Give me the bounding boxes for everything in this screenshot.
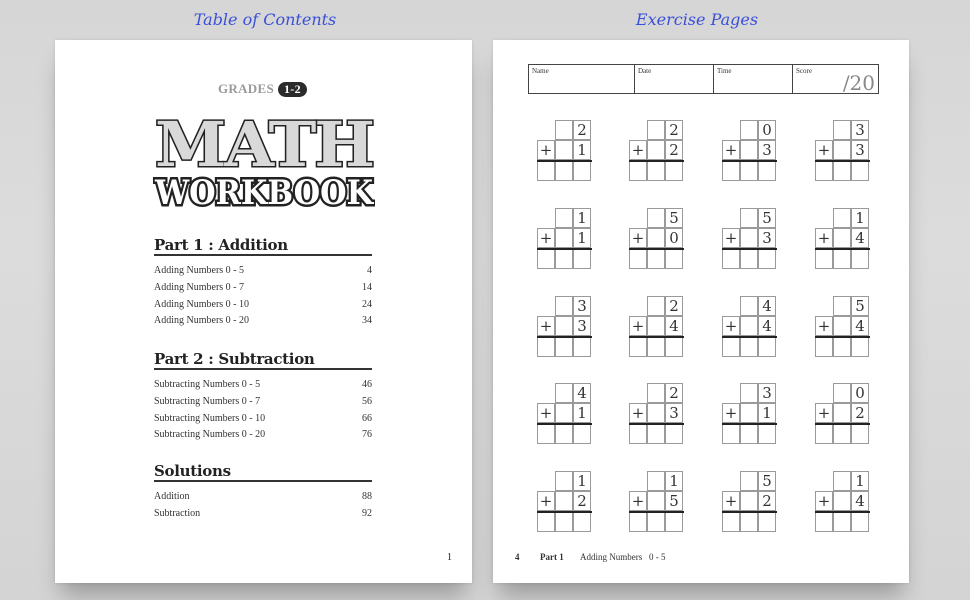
sum-line xyxy=(629,248,684,250)
plus-operator: + xyxy=(629,228,647,248)
bottom-digit: 2 xyxy=(665,140,683,160)
bottom-digit: 4 xyxy=(851,316,869,336)
addition-problem xyxy=(815,120,870,182)
exercise-page xyxy=(493,40,909,583)
empty-cell xyxy=(740,228,758,248)
answer-cell[interactable] xyxy=(647,337,665,357)
answer-cell[interactable] xyxy=(851,249,869,269)
empty-cell xyxy=(740,383,758,403)
plus-operator: + xyxy=(815,228,833,248)
answer-cell[interactable] xyxy=(815,424,833,444)
bottom-digit: 5 xyxy=(665,491,683,511)
answer-cell[interactable] xyxy=(740,512,758,532)
answer-cell[interactable] xyxy=(573,249,591,269)
sum-line xyxy=(537,248,592,250)
empty-cell xyxy=(833,208,851,228)
plus-operator: + xyxy=(537,228,555,248)
top-digit: 1 xyxy=(851,471,869,491)
footer-topic: Adding Numbers 0 - 5 xyxy=(580,552,666,562)
answer-cell[interactable] xyxy=(537,512,555,532)
addition-problem xyxy=(537,208,592,270)
top-digit: 5 xyxy=(665,208,683,228)
addition-problem xyxy=(629,120,684,182)
sum-line xyxy=(815,423,870,425)
answer-cell[interactable] xyxy=(740,337,758,357)
toc-section-addition xyxy=(154,236,372,330)
answer-cell[interactable] xyxy=(722,424,740,444)
addition-problem xyxy=(722,471,777,533)
answer-cell[interactable] xyxy=(629,161,647,181)
top-digit: 5 xyxy=(758,208,776,228)
plus-operator: + xyxy=(537,316,555,336)
answer-cell[interactable] xyxy=(665,161,683,181)
sum-line xyxy=(537,511,592,513)
plus-operator: + xyxy=(629,140,647,160)
answer-cell[interactable] xyxy=(537,161,555,181)
svg-text:WORKBOOK: WORKBOOK xyxy=(154,173,375,210)
addition-problem xyxy=(629,383,684,445)
top-digit: 2 xyxy=(573,120,591,140)
answer-cell[interactable] xyxy=(815,249,833,269)
caption-table-of-contents: Table of Contents xyxy=(193,10,337,29)
answer-cell[interactable] xyxy=(555,512,573,532)
top-digit: 2 xyxy=(665,383,683,403)
empty-cell xyxy=(647,208,665,228)
footer-page-number: 4 xyxy=(515,552,520,562)
empty-cell xyxy=(833,491,851,511)
bottom-digit: 1 xyxy=(573,228,591,248)
grades-text: GRADES xyxy=(218,81,274,96)
answer-cell[interactable] xyxy=(758,249,776,269)
answer-cell[interactable] xyxy=(815,161,833,181)
top-digit: 4 xyxy=(758,296,776,316)
top-digit: 5 xyxy=(758,471,776,491)
sum-line xyxy=(722,160,777,162)
sum-line xyxy=(815,511,870,513)
empty-cell xyxy=(740,316,758,336)
addition-problem xyxy=(722,120,777,182)
plus-operator: + xyxy=(722,403,740,423)
empty-cell xyxy=(555,491,573,511)
answer-cell[interactable] xyxy=(647,424,665,444)
svg-text:MATH: MATH xyxy=(155,108,373,181)
addition-problem xyxy=(537,471,592,533)
toc-entry[interactable]: Adding Numbers 0 - 5 4 xyxy=(154,265,372,276)
toc-heading: Part 1 : Addition xyxy=(154,236,372,256)
bottom-digit: 3 xyxy=(851,140,869,160)
answer-cell[interactable] xyxy=(665,424,683,444)
grades-label xyxy=(218,81,307,97)
top-digit: 0 xyxy=(758,120,776,140)
answer-cell[interactable] xyxy=(647,161,665,181)
answer-cell[interactable] xyxy=(722,249,740,269)
answer-cell[interactable] xyxy=(665,249,683,269)
plus-operator: + xyxy=(629,316,647,336)
sum-line xyxy=(629,423,684,425)
plus-operator: + xyxy=(722,491,740,511)
sum-line xyxy=(629,160,684,162)
answer-cell[interactable] xyxy=(555,424,573,444)
addition-problem xyxy=(629,208,684,270)
empty-cell xyxy=(647,140,665,160)
toc-entry[interactable]: Adding Numbers 0 - 20 34 xyxy=(154,315,372,327)
answer-cell[interactable] xyxy=(555,161,573,181)
empty-cell xyxy=(555,120,573,140)
top-digit: 3 xyxy=(573,296,591,316)
top-digit: 0 xyxy=(851,383,869,403)
sum-line xyxy=(815,248,870,250)
answer-cell[interactable] xyxy=(833,249,851,269)
plus-operator: + xyxy=(815,316,833,336)
answer-cell[interactable] xyxy=(629,512,647,532)
bottom-digit: 1 xyxy=(758,403,776,423)
name-field[interactable]: Name xyxy=(529,65,635,93)
plus-operator: + xyxy=(815,140,833,160)
answer-cell[interactable] xyxy=(815,337,833,357)
sum-line xyxy=(722,511,777,513)
empty-cell xyxy=(833,140,851,160)
addition-problem xyxy=(722,296,777,358)
toc-entry[interactable]: Subtracting Numbers 0 - 5 46 xyxy=(154,379,372,390)
answer-cell[interactable] xyxy=(555,337,573,357)
answer-cell[interactable] xyxy=(740,161,758,181)
table-of-contents-page xyxy=(55,40,472,583)
plus-operator: + xyxy=(722,316,740,336)
sum-line xyxy=(537,160,592,162)
toc-heading: Solutions xyxy=(154,462,372,482)
sum-line xyxy=(722,248,777,250)
top-digit: 4 xyxy=(573,383,591,403)
empty-cell xyxy=(647,491,665,511)
sum-line xyxy=(537,336,592,338)
toc-section-solutions xyxy=(154,462,372,523)
bottom-digit: 4 xyxy=(851,491,869,511)
bottom-digit: 4 xyxy=(665,316,683,336)
empty-cell xyxy=(833,403,851,423)
bottom-digit: 3 xyxy=(758,228,776,248)
answer-cell[interactable] xyxy=(758,512,776,532)
empty-cell xyxy=(740,296,758,316)
addition-problem xyxy=(537,383,592,445)
toc-entry[interactable]: Subtraction 92 xyxy=(154,507,372,519)
toc-heading: Part 2 : Subtraction xyxy=(154,350,372,370)
top-digit: 2 xyxy=(665,120,683,140)
bottom-digit: 3 xyxy=(573,316,591,336)
top-digit: 1 xyxy=(665,471,683,491)
empty-cell xyxy=(833,471,851,491)
empty-cell xyxy=(740,140,758,160)
bottom-digit: 4 xyxy=(851,228,869,248)
empty-cell xyxy=(740,491,758,511)
empty-cell xyxy=(555,316,573,336)
toc-entry[interactable]: Addition 88 xyxy=(154,491,372,502)
empty-cell xyxy=(833,120,851,140)
answer-cell[interactable] xyxy=(722,161,740,181)
answer-cell[interactable] xyxy=(537,337,555,357)
top-digit: 5 xyxy=(851,296,869,316)
answer-cell[interactable] xyxy=(537,249,555,269)
top-digit: 3 xyxy=(851,120,869,140)
sum-line xyxy=(815,160,870,162)
toc-entry[interactable]: Adding Numbers 0 - 10 24 xyxy=(154,298,372,310)
plus-operator: + xyxy=(629,491,647,511)
answer-cell[interactable] xyxy=(665,512,683,532)
answer-cell[interactable] xyxy=(647,512,665,532)
empty-cell xyxy=(647,471,665,491)
answer-cell[interactable] xyxy=(629,424,647,444)
empty-cell xyxy=(647,296,665,316)
answer-cell[interactable] xyxy=(573,161,591,181)
sum-line xyxy=(722,336,777,338)
answer-cell[interactable] xyxy=(758,424,776,444)
answer-cell[interactable] xyxy=(573,337,591,357)
addition-problem xyxy=(815,383,870,445)
toc-entry[interactable]: Adding Numbers 0 - 7 14 xyxy=(154,281,372,293)
answer-cell[interactable] xyxy=(722,337,740,357)
top-digit: 3 xyxy=(758,383,776,403)
math-workbook-logo xyxy=(153,106,375,210)
empty-cell xyxy=(647,228,665,248)
empty-cell xyxy=(833,228,851,248)
page-footer xyxy=(515,552,666,562)
answer-cell[interactable] xyxy=(722,512,740,532)
addition-problem xyxy=(537,120,592,182)
addition-problem xyxy=(815,296,870,358)
bottom-digit: 3 xyxy=(665,403,683,423)
bottom-digit: 0 xyxy=(665,228,683,248)
sum-line xyxy=(629,511,684,513)
empty-cell xyxy=(555,208,573,228)
footer-part: Part 1 xyxy=(540,552,564,562)
bottom-digit: 2 xyxy=(758,491,776,511)
empty-cell xyxy=(740,208,758,228)
empty-cell xyxy=(555,383,573,403)
bottom-digit: 1 xyxy=(573,403,591,423)
answer-cell[interactable] xyxy=(573,424,591,444)
plus-operator: + xyxy=(629,403,647,423)
empty-cell xyxy=(647,316,665,336)
answer-cell[interactable] xyxy=(851,337,869,357)
plus-operator: + xyxy=(722,140,740,160)
answer-cell[interactable] xyxy=(833,161,851,181)
answer-cell[interactable] xyxy=(851,424,869,444)
answer-cell[interactable] xyxy=(815,512,833,532)
answer-cell[interactable] xyxy=(629,337,647,357)
empty-cell xyxy=(740,403,758,423)
empty-cell xyxy=(740,120,758,140)
addition-problem xyxy=(537,296,592,358)
answer-cell[interactable] xyxy=(851,161,869,181)
empty-cell xyxy=(555,140,573,160)
toc-entry[interactable]: Subtracting Numbers 0 - 7 56 xyxy=(154,395,372,407)
answer-cell[interactable] xyxy=(740,424,758,444)
answer-cell[interactable] xyxy=(665,337,683,357)
page-number: 1 xyxy=(447,552,452,563)
sum-line xyxy=(722,423,777,425)
top-digit: 2 xyxy=(665,296,683,316)
date-field[interactable]: Date xyxy=(635,65,714,93)
answer-cell[interactable] xyxy=(851,512,869,532)
bottom-digit: 2 xyxy=(573,491,591,511)
answer-cell[interactable] xyxy=(758,337,776,357)
answer-cell[interactable] xyxy=(833,337,851,357)
bottom-digit: 3 xyxy=(758,140,776,160)
toc-entry[interactable]: Subtracting Numbers 0 - 10 66 xyxy=(154,412,372,424)
empty-cell xyxy=(647,120,665,140)
time-field[interactable]: Time xyxy=(714,65,793,93)
empty-cell xyxy=(740,471,758,491)
top-digit: 1 xyxy=(573,471,591,491)
answer-cell[interactable] xyxy=(537,424,555,444)
addition-problem xyxy=(629,296,684,358)
answer-cell[interactable] xyxy=(758,161,776,181)
plus-operator: + xyxy=(722,228,740,248)
addition-problem xyxy=(722,383,777,445)
grades-badge: 1-2 xyxy=(278,82,307,97)
toc-entry[interactable]: Subtracting Numbers 0 - 20 76 xyxy=(154,429,372,441)
plus-operator: + xyxy=(815,491,833,511)
bottom-digit: 4 xyxy=(758,316,776,336)
score-total: /20 xyxy=(842,71,875,95)
sum-line xyxy=(815,336,870,338)
student-info-header xyxy=(528,64,879,94)
addition-problem xyxy=(722,208,777,270)
empty-cell xyxy=(555,471,573,491)
empty-cell xyxy=(555,403,573,423)
empty-cell xyxy=(555,228,573,248)
addition-problem xyxy=(629,471,684,533)
bottom-digit: 1 xyxy=(573,140,591,160)
plus-operator: + xyxy=(537,403,555,423)
answer-cell[interactable] xyxy=(555,249,573,269)
answer-cell[interactable] xyxy=(629,249,647,269)
bottom-digit: 2 xyxy=(851,403,869,423)
answer-cell[interactable] xyxy=(647,249,665,269)
toc-section-subtraction xyxy=(154,350,372,444)
empty-cell xyxy=(833,316,851,336)
top-digit: 1 xyxy=(573,208,591,228)
empty-cell xyxy=(647,403,665,423)
empty-cell xyxy=(833,383,851,403)
answer-cell[interactable] xyxy=(573,512,591,532)
plus-operator: + xyxy=(815,403,833,423)
caption-exercise-pages: Exercise Pages xyxy=(635,10,759,29)
plus-operator: + xyxy=(537,140,555,160)
empty-cell xyxy=(833,296,851,316)
sum-line xyxy=(537,423,592,425)
empty-cell xyxy=(555,296,573,316)
addition-problem xyxy=(815,471,870,533)
addition-problem xyxy=(815,208,870,270)
answer-cell[interactable] xyxy=(740,249,758,269)
plus-operator: + xyxy=(537,491,555,511)
top-digit: 1 xyxy=(851,208,869,228)
answer-cell[interactable] xyxy=(833,512,851,532)
score-field[interactable]: Score /20 xyxy=(796,67,875,95)
answer-cell[interactable] xyxy=(833,424,851,444)
empty-cell xyxy=(647,383,665,403)
sum-line xyxy=(629,336,684,338)
